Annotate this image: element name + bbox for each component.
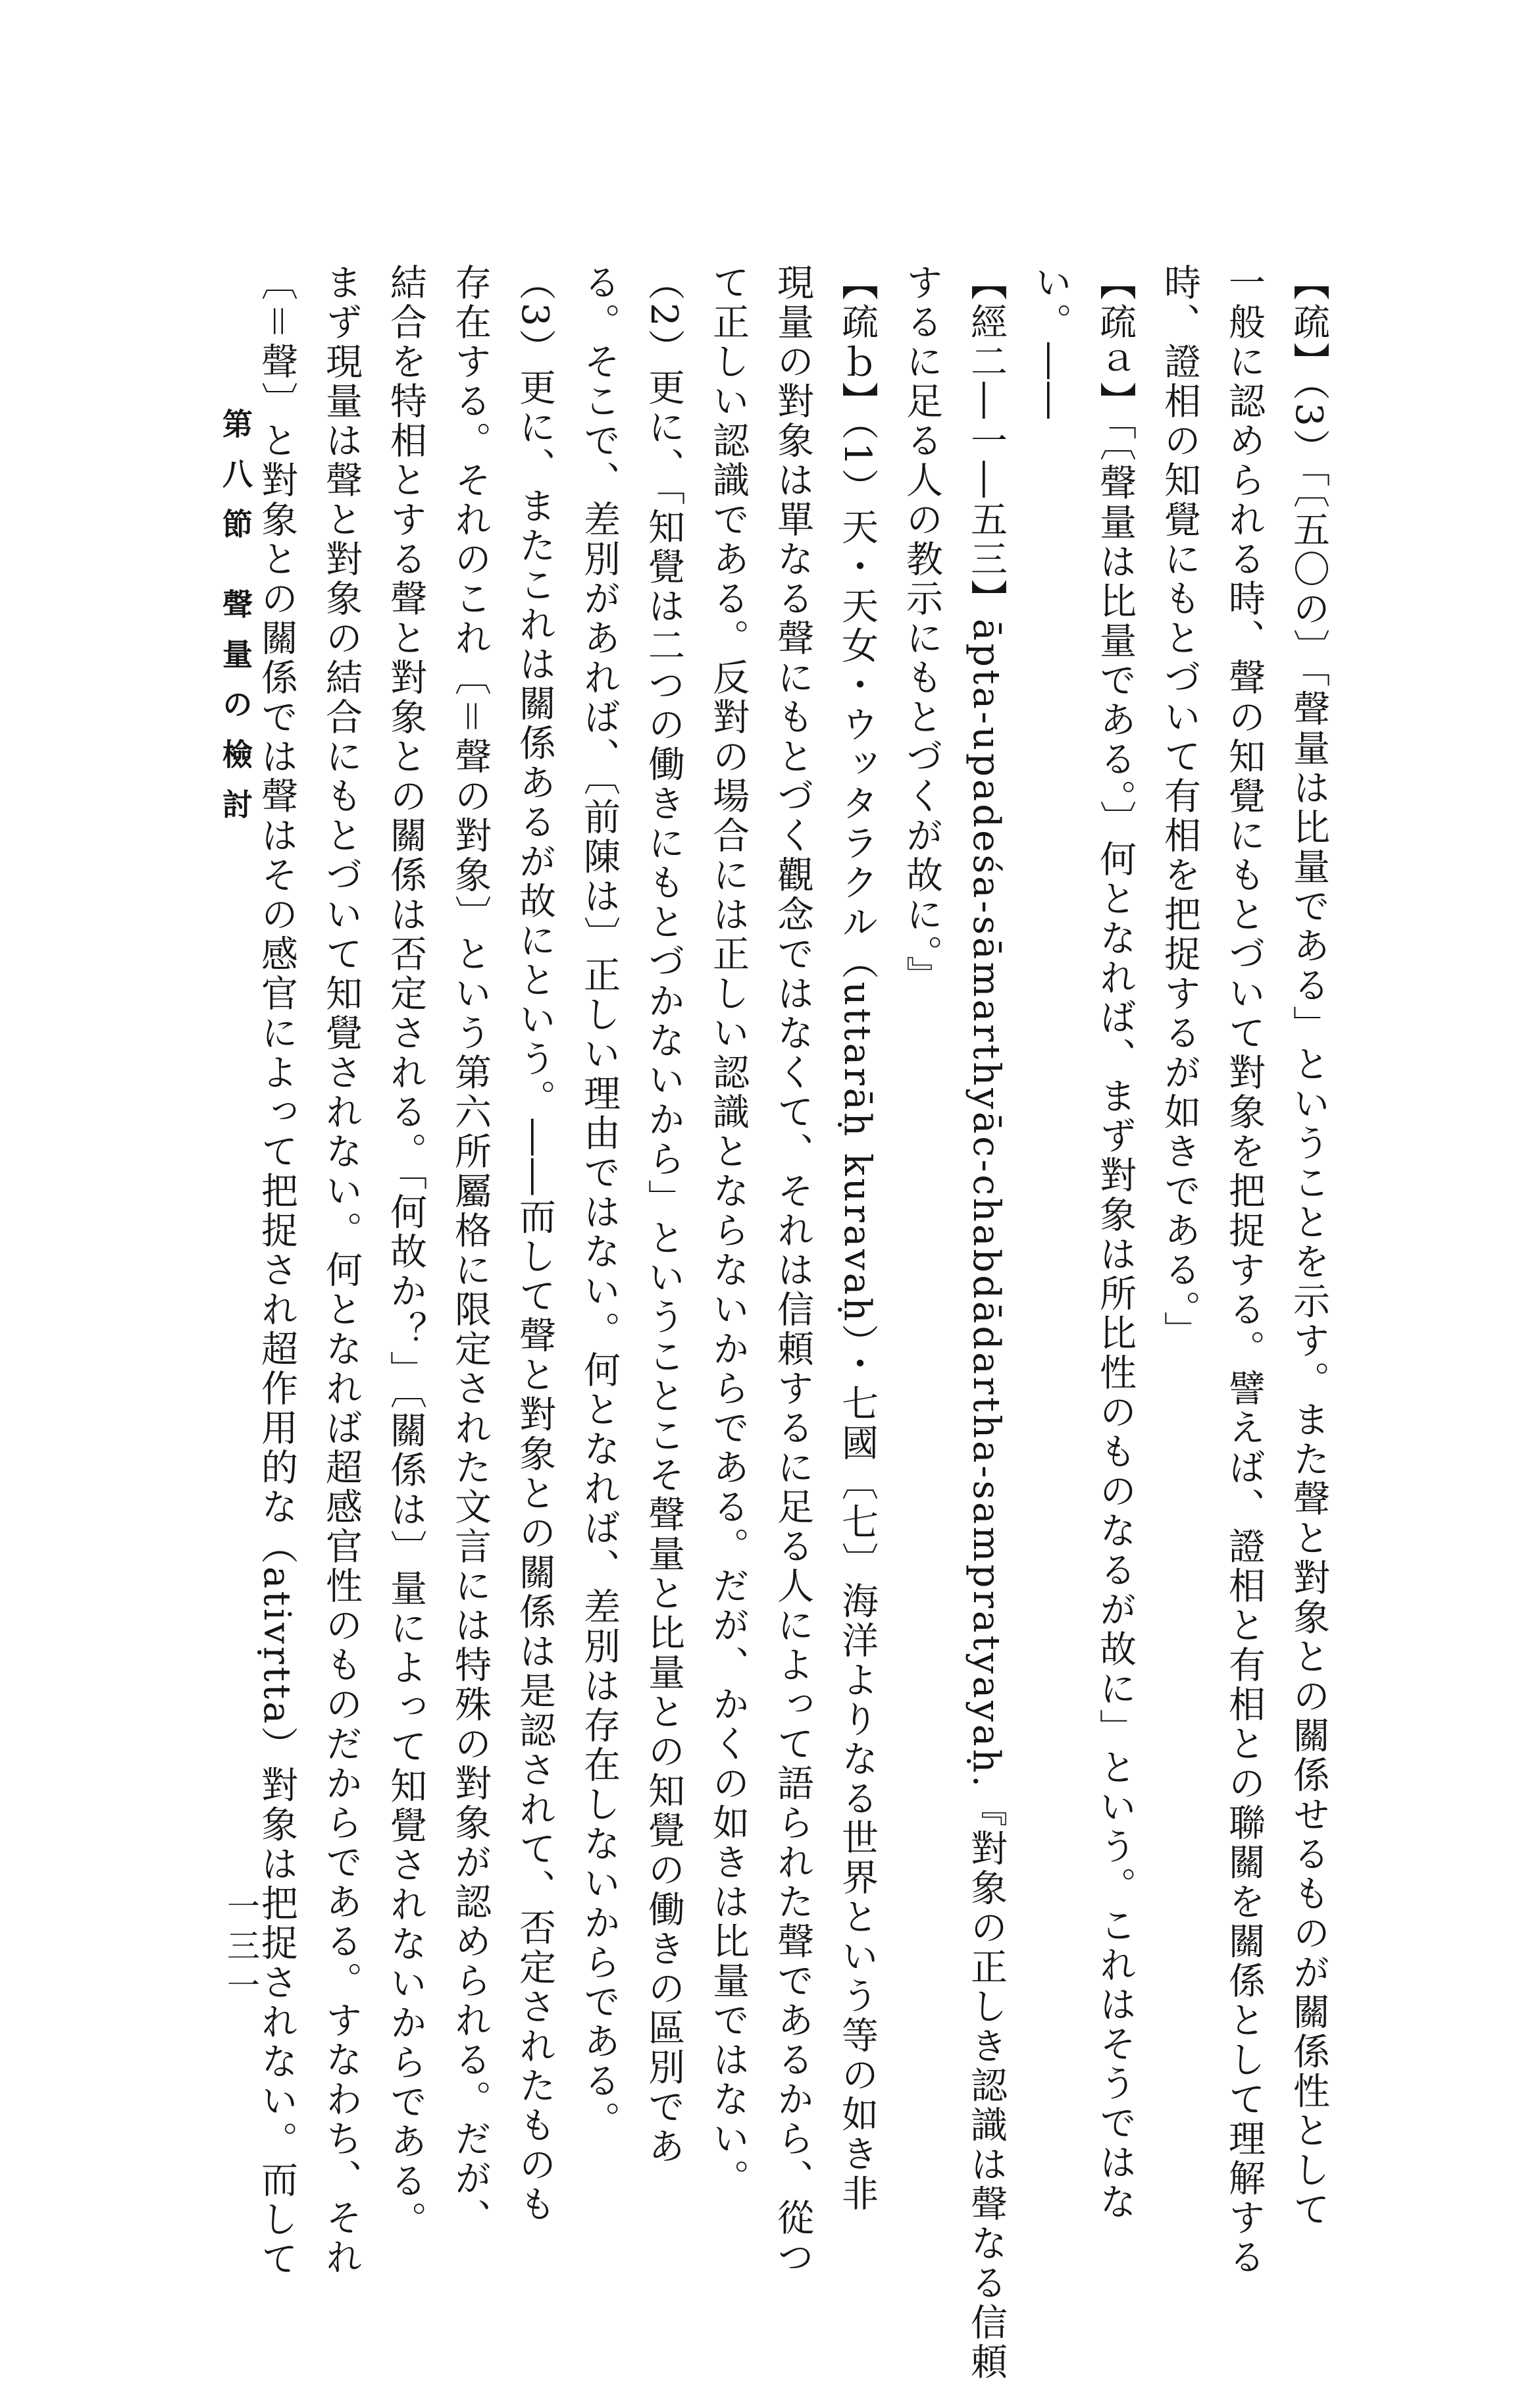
page-number: 一三一	[222, 1889, 260, 2007]
text-column-9: 現量の對象は單なる聲にもとづく觀念ではなくて、それは信頼するに足る人によって語られた聲であるから、從つ	[771, 263, 814, 2277]
text-column-12: る。そこで、差別があれば、〔前陳は〕正しい理由ではない。何となれば、差別は存在しないからである。	[578, 263, 621, 2140]
text-column-15: 結合を特相とする聲と對象との關係は否定される。「何故か？」〔關係は〕量によって知覺されないからである。	[384, 263, 427, 2240]
text-column-17: 〔＝聲〕と對象との關係では聲はその感官によって把捉され超作用的な（ativṛtta）對象は把捉されない。而して	[255, 263, 298, 2279]
text-column-8: 【疏ｂ】（1）天・天女・ウッタラクル（uttarāḥ kuravaḥ）・七國〔七〕海洋よりなる世界という等の如き非	[836, 263, 879, 2214]
text-column-1: 【疏】（3）「〔五〇の〕「聲量は比量である」ということを示す。また聲と對象との關係せるものが關係性として	[1287, 263, 1330, 2230]
text-column-11: （2）更に、「知覺は二つの働きにもとづかないから」ということこそ聲量と比量との知覺の働きの區別であ	[642, 263, 685, 2167]
text-column-7: するに足る人の教示にもとづくが故に。』	[900, 263, 943, 995]
text-column-10: て正しい認識である。反對の場合には正しい認識とならないからである。だが、かくの如きは比量ではない。	[707, 263, 750, 2198]
text-column-13: （3）更に、またこれは關係あるが故にという。――而して聲と對象との關係は是認されて、否定されたものも	[513, 263, 556, 2225]
text-column-5: い。――	[1029, 263, 1072, 421]
text-column-16: まず現量は聲と對象の結合にもとづいて知覺されない。何となれば超感官性のものだからである。すなわち、それ	[320, 263, 363, 2277]
running-header: 第八節 聲量の檢討	[218, 408, 253, 839]
text-column-6: 【經二―一―五三】āpta-upadeśa-sāmarthyāc-chabdādartha-sampratyayaḥ.『對象の正しき認識は聲なる信頼	[965, 263, 1008, 2382]
text-column-2: 一般に認められる時、聲の知覺にもとづいて對象を把捉する。譬えば、證相と有相との聯關を關係として理解する	[1223, 263, 1266, 2277]
text-column-3: 時、證相の知覺にもとづいて有相を把捉するが如きである。」	[1158, 263, 1201, 1351]
text-column-4: 【疏ａ】「〔聲量は比量である。〕何となれば、まず對象は所比性のものなるが故に」という。これはそうではな	[1094, 263, 1137, 2222]
text-column-14: 存在する。それのこれ〔＝聲の對象〕という第六所屬格に限定された文言には特殊の對象が認められる。だが、	[449, 263, 492, 2238]
